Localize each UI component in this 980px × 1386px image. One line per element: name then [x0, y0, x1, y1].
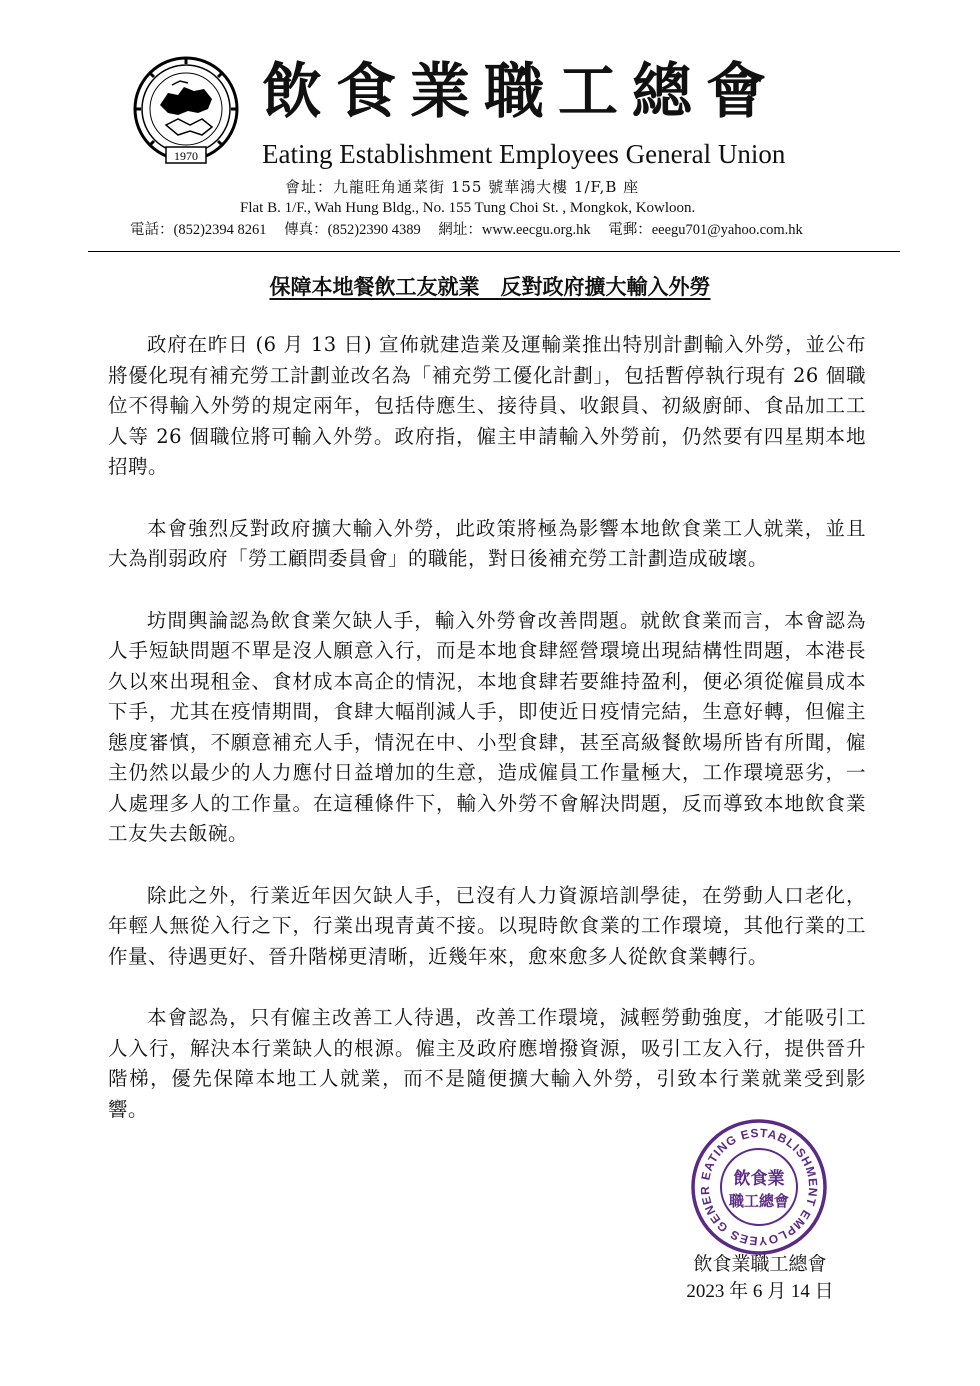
phone-number: 電話：(852)2394 8261: [130, 222, 267, 238]
paragraph-2: 本會強烈反對政府擴大輸入外勞，此政策將極為影響本地飲食業工人就業，並且大為削弱政府「勞工顧問委員會」的職能，對日後補充勞工計劃造成破壞。: [108, 516, 866, 570]
contact-line: [130, 219, 803, 241]
email-address[interactable]: 電郵：eeegu701@yahoo.com.hk: [608, 222, 803, 238]
document-body: [108, 330, 866, 1156]
signature-organization: 飲食業職工總會: [693, 1253, 827, 1275]
union-logo-emblem: [132, 55, 240, 171]
paragraph-5: 本會認為，只有僱主改善工人待遇，改善工作環境，減輕勞動強度，才能吸引工人入行，解決本行業缺人的根源。僱主及政府應增撥資源，吸引工友入行，提供晉升階梯，優先保障本地工人就業，而不是隨便擴大輸入外勞，引致本行業就業受到影響。: [108, 1006, 866, 1121]
fax-number: 傳真：(852)2390 4389: [284, 222, 421, 238]
paragraph-3: 坊間輿論認為飲食業欠缺人手，輸入外勞會改善問題。就飲食業而言，本會認為人手短缺問題不單是沒人願意入行，而是本地食肆經營環境出現結構性問題，本港長久以來出現租金、食材成本高企的情況，本地食肆若要維持盈利，便必須從僱員成本下手，尤其在疫情期間，食肆大幅削減人手，即使近日疫情完結，生意好轉，但僱主態度審慎，不願意補充人手，情況在中、小型食肆，甚至高級餐飲場所皆有所聞，僱主仍然以最少的人力應付日益增加的生意，造成僱員工作量極大，工作環境惡劣，一人處理多人的工作量。在這種條件下，輸入外勞不會解決問題，反而導致本地飲食業工友失去飯碗。: [108, 608, 866, 845]
address-english: Flat B. 1/F., Wah Hung Bldg., No. 155 Tung Choi St. , Mongkok, Kowloon.: [240, 200, 696, 216]
paragraph-1: 政府在昨日 (6 月 13 日) 宣佈就建造業及運輸業推出特別計劃輸入外勞，並公布將優化現有補充勞工計劃並改名為「補充勞工優化計劃」，包括暫停執行現有 26 個職位不得輸入外勞的規定兩年，包括侍應生、接待員、收銀員、初級廚師、食品加工工人等 26 個職位將可輸入外勞。政府指，僱主申請輸入外勞前，仍然要有四星期本地招聘。: [108, 333, 866, 478]
seal-center-line-1: 飲食業: [733, 1169, 785, 1189]
union-name-chinese: 飲食業職工總會: [262, 57, 780, 127]
seal-ring-text: EATING ESTABLISHMENT EMPLOYEES GENER: [697, 1125, 821, 1249]
seal-graphic: [690, 1118, 828, 1256]
header-divider: [88, 251, 900, 252]
signature-date: 2023 年 6 月 14 日: [686, 1281, 834, 1302]
logo-year: 1970: [174, 149, 198, 163]
website-link[interactable]: 網址：www.eecgu.org.hk: [438, 222, 591, 238]
paragraph-4: 除此之外，行業近年因欠缺人手，已沒有人力資源培訓學徒，在勞動人口老化，年輕人無從入行之下，行業出現青黃不接。以現時飲食業的工作環境，其他行業的工作量、待遇更好、晉升階梯更清晰，近幾年來，愈來愈多人從飲食業轉行。: [108, 883, 866, 968]
seal-center-line-2: 職工總會: [728, 1192, 790, 1210]
document-title: [0, 271, 980, 303]
address-chinese: 會址：九龍旺角通菜街 155 號華鴻大樓 1/F,B 座: [285, 178, 640, 196]
document-title-text: 保障本地餐飲工友就業 反對政府擴大輸入外勞: [269, 274, 711, 299]
union-logo: [132, 55, 240, 171]
union-seal-stamp: [690, 1118, 828, 1256]
union-name-english: Eating Establishment Employees General Union: [262, 139, 786, 169]
